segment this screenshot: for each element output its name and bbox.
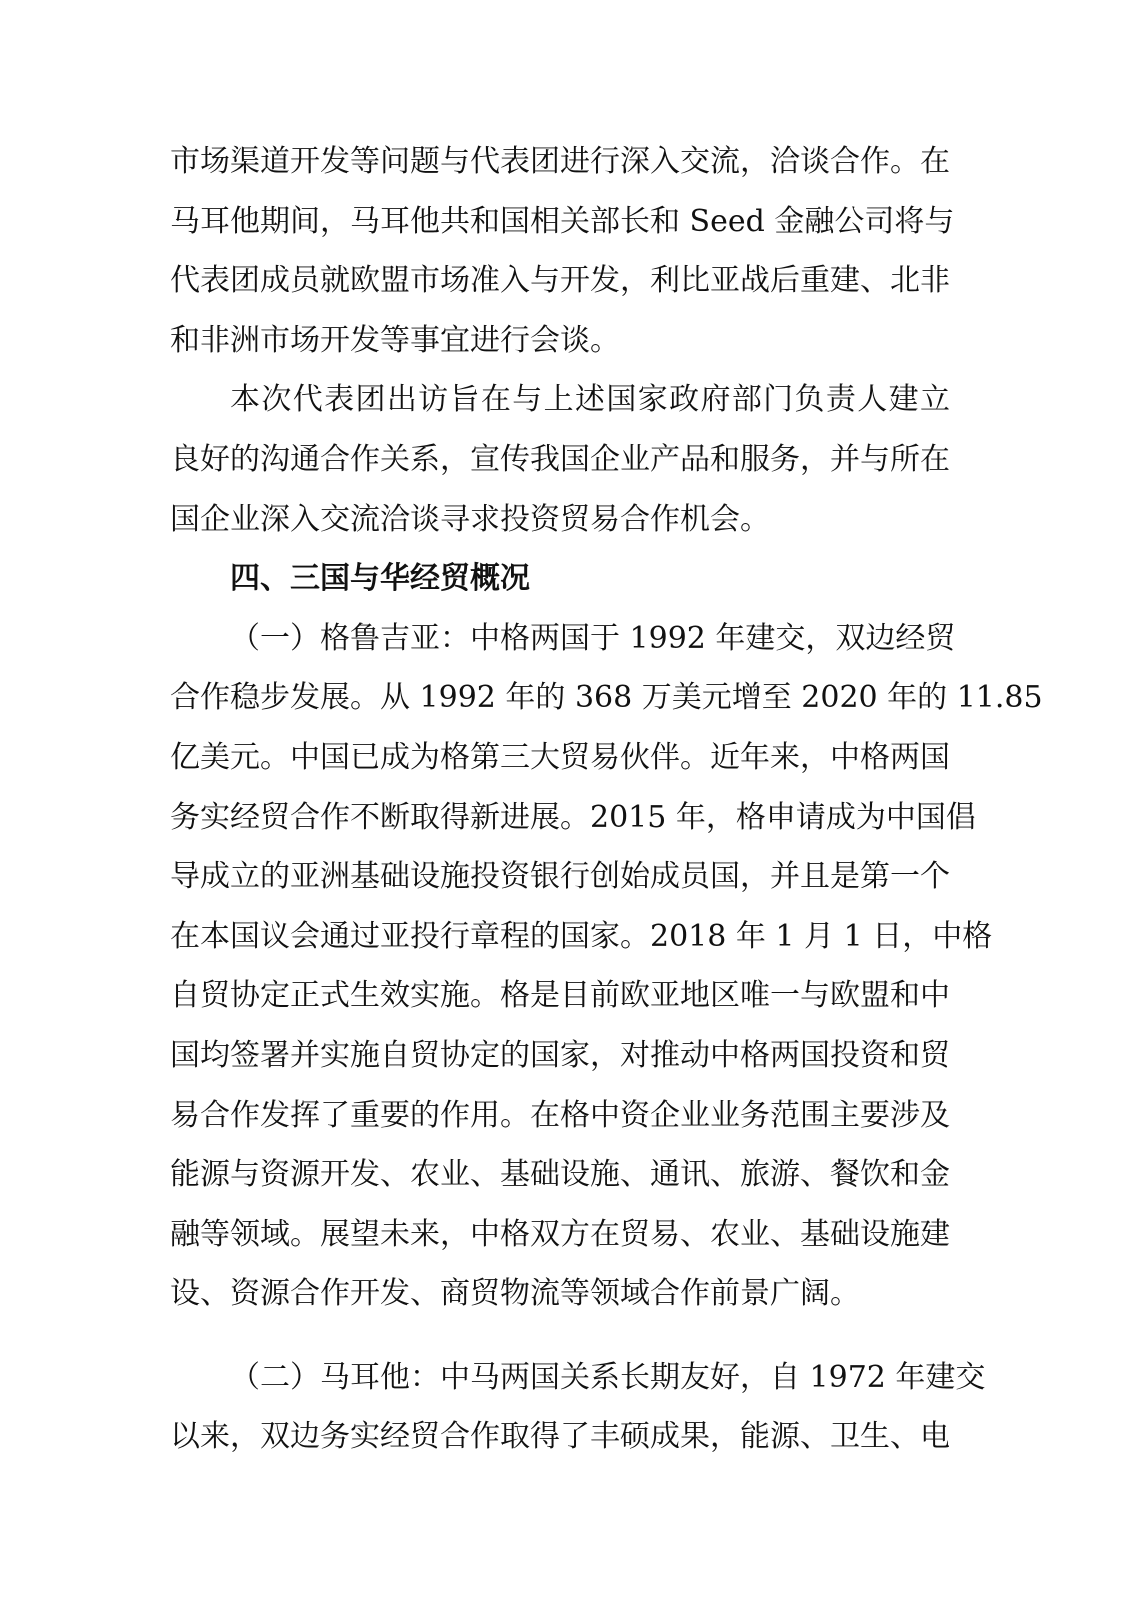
georgia-paragraph-line-10: 能源与资源开发、农业、基础设施、通讯、旅游、餐饮和金 [170,1157,950,1193]
malta-paragraph-line-2: 以来，双边务实经贸合作取得了丰硕成果，能源、卫生、电 [170,1419,950,1455]
georgia-paragraph-line-4: 务实经贸合作不断取得新进展。2015 年，格申请成为中国倡 [170,799,976,835]
georgia-paragraph-line-3: 亿美元。中国已成为格第三大贸易伙伴。近年来，中格两国 [170,739,950,775]
georgia-paragraph-line-5: 导成立的亚洲基础设施投资银行创始成员国，并且是第一个 [170,859,950,895]
georgia-paragraph-line-8: 国均签署并实施自贸协定的国家，对推动中格两国投资和贸 [170,1037,950,1073]
section-heading: 四、三国与华经贸概况 [230,561,530,597]
georgia-paragraph-line-9: 易合作发挥了重要的作用。在格中资企业业务范围主要涉及 [170,1097,950,1133]
paragraph-2-line-2: 良好的沟通合作关系，宣传我国企业产品和服务，并与所在 [170,441,950,477]
paragraph-2-line-1: 本次代表团出访旨在与上述国家政府部门负责人建立 [230,382,950,418]
paragraph-1-line-2: 马耳他期间，马耳他共和国相关部长和 Seed 金融公司将与 [170,203,955,239]
georgia-paragraph-line-1: （一）格鲁吉亚：中格两国于 1992 年建交，双边经贸 [230,620,956,656]
georgia-paragraph-line-11: 融等领域。展望未来，中格双方在贸易、农业、基础设施建 [170,1216,950,1252]
paragraph-gap [170,1324,950,1348]
georgia-paragraph-line-2: 合作稳步发展。从 1992 年的 368 万美元增至 2020 年的 11.85 [170,680,1043,716]
paragraph-1-line-3: 代表团成员就欧盟市场准入与开发，利比亚战后重建、北非 [170,263,950,299]
georgia-paragraph-line-7: 自贸协定正式生效实施。格是目前欧亚地区唯一与欧盟和中 [170,978,950,1014]
malta-paragraph-line-1: （二）马耳他：中马两国关系长期友好，自 1972 年建交 [230,1359,986,1395]
paragraph-1-line-1: 市场渠道开发等问题与代表团进行深入交流，洽谈合作。在 [170,144,950,179]
georgia-paragraph-line-6: 在本国议会通过亚投行章程的国家。2018 年 1 月 1 日，中格 [170,918,993,954]
paragraph-1-line-4: 和非洲市场开发等事宜进行会谈。 [170,322,620,358]
georgia-paragraph-line-12: 设、资源合作开发、商贸物流等领域合作前景广阔。 [170,1276,860,1312]
paragraph-2-line-3: 国企业深入交流洽谈寻求投资贸易合作机会。 [170,501,770,537]
document-body [170,132,1043,1467]
